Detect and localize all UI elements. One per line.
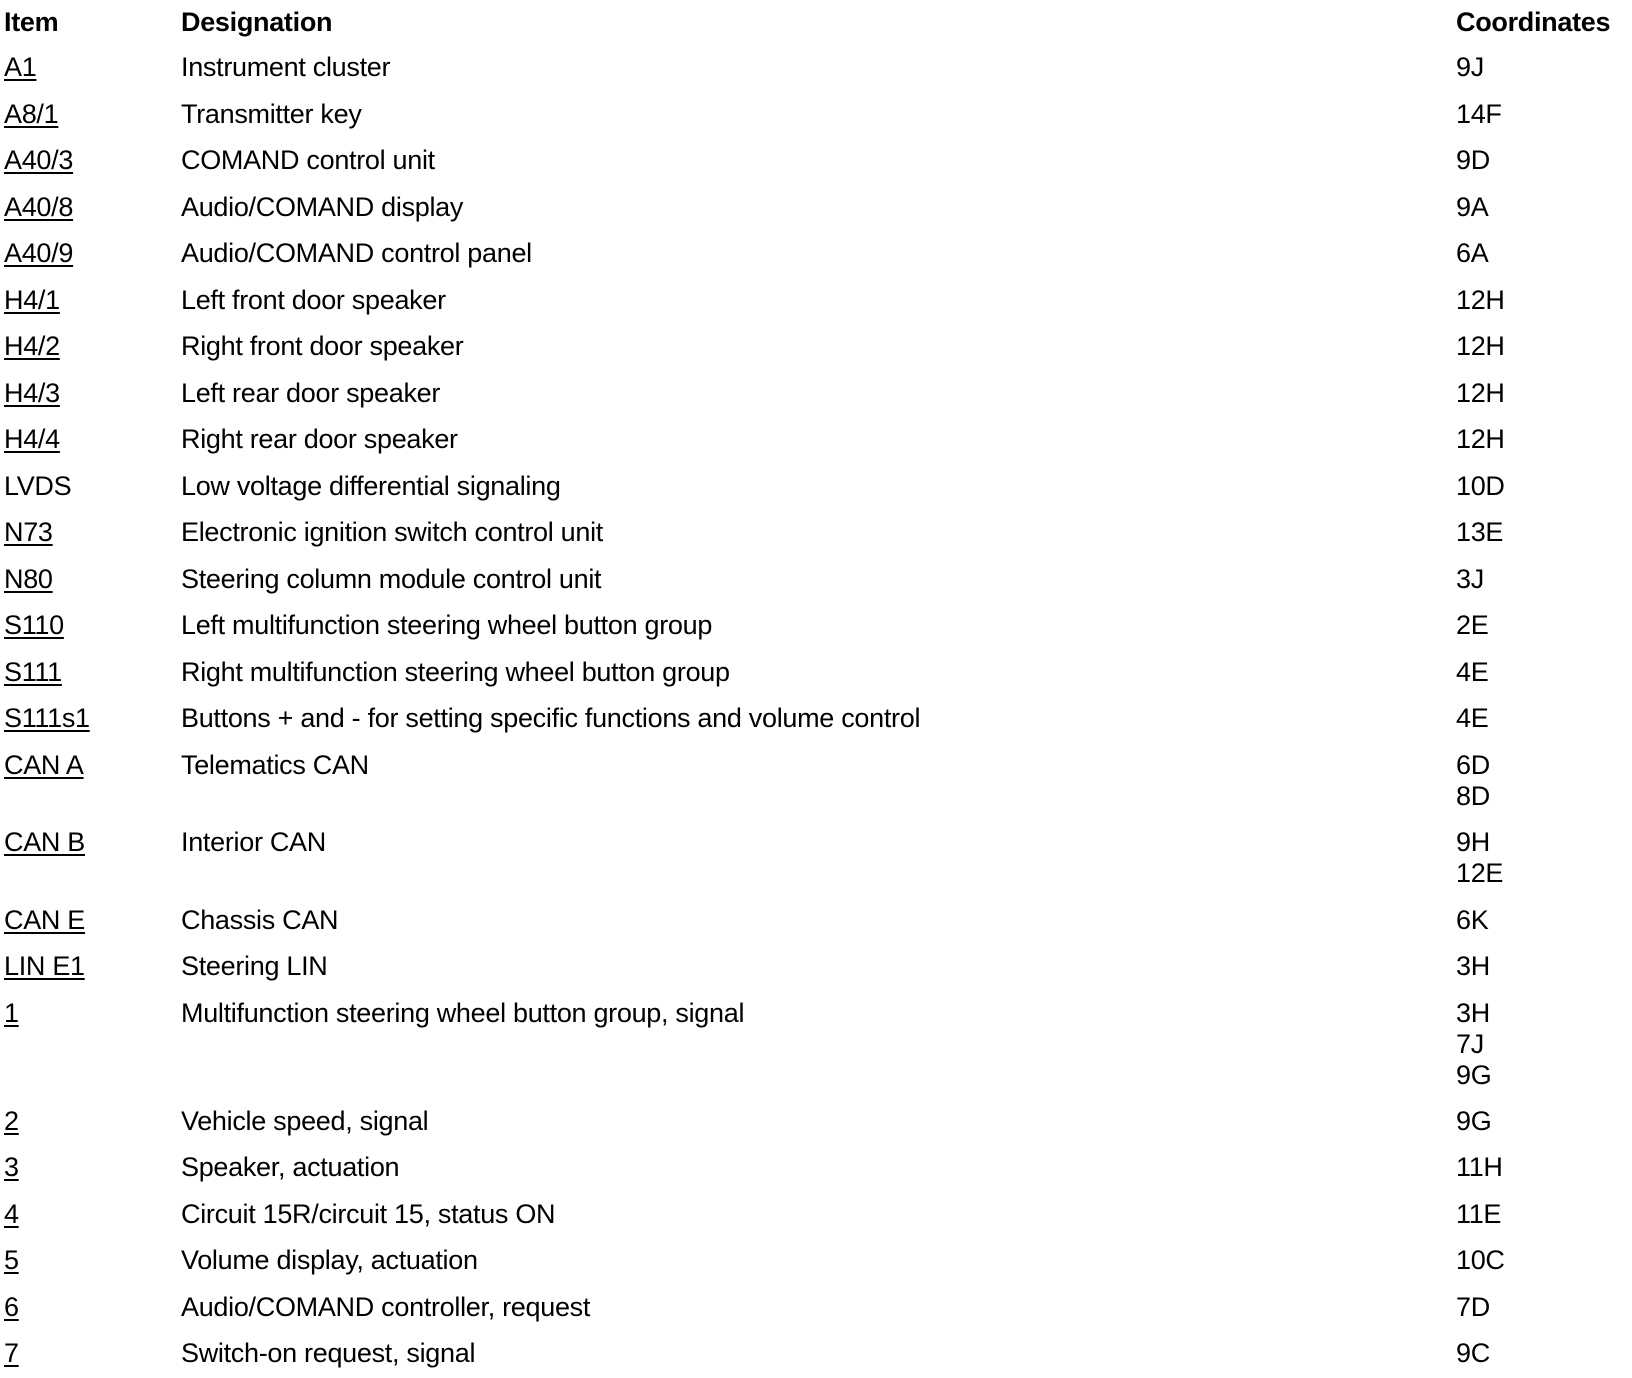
- coordinate-value: 6D: [1456, 749, 1490, 780]
- designation-text: Left rear door speaker: [181, 377, 441, 408]
- table-row: [0, 231, 1632, 278]
- column-header-designation: Designation: [181, 7, 333, 37]
- designation-text: COMAND control unit: [181, 145, 435, 175]
- designation-text: Right rear door speaker: [181, 424, 458, 454]
- designation-text: Electronic ignition switch control unit: [181, 517, 604, 547]
- designation-text: Telematics CAN: [181, 749, 369, 780]
- designation-text: Low voltage differential signaling: [181, 470, 561, 501]
- item-link[interactable]: H4/4: [4, 424, 60, 454]
- coordinates-cell: [1456, 657, 1488, 688]
- designation-text: Switch-on request, signal: [181, 1338, 476, 1368]
- coordinates-cell: [1456, 750, 1490, 812]
- coordinate-value: 9C: [1456, 1338, 1490, 1368]
- coordinate-value: 9D: [1456, 145, 1490, 175]
- item-link[interactable]: 1: [4, 997, 19, 1028]
- coordinates-cell: [1456, 998, 1491, 1091]
- coordinates-cell: [1456, 238, 1488, 269]
- item-link[interactable]: A40/3: [4, 145, 74, 175]
- table-row: [0, 820, 1632, 898]
- item-link[interactable]: S111: [4, 656, 62, 687]
- item-link[interactable]: A1: [4, 52, 37, 82]
- item-link[interactable]: S110: [4, 610, 64, 640]
- coordinates-cell: [1456, 1338, 1490, 1369]
- coordinate-value: 6K: [1456, 904, 1489, 935]
- item-link[interactable]: 7: [4, 1338, 19, 1368]
- table-header: [0, 0, 1632, 45]
- coordinates-cell: [1456, 52, 1484, 83]
- designation-text: Volume display, actuation: [181, 1245, 478, 1275]
- coordinate-value: 3H: [1456, 997, 1490, 1028]
- coordinates-cell: [1456, 1292, 1490, 1323]
- designation-text: Multifunction steering wheel button group, signal: [181, 997, 745, 1028]
- coordinates-cell: [1456, 905, 1488, 936]
- coordinates-cell: [1456, 1152, 1503, 1183]
- item-link[interactable]: 3: [4, 1152, 19, 1182]
- table-row: [0, 92, 1632, 139]
- coordinates-cell: [1456, 703, 1488, 734]
- coordinate-value: 8D: [1456, 780, 1490, 811]
- table-row: [0, 278, 1632, 325]
- item-link[interactable]: A8/1: [4, 98, 59, 129]
- item-link[interactable]: N73: [4, 517, 53, 547]
- item-link[interactable]: H4/3: [4, 377, 60, 408]
- item-link[interactable]: 6: [4, 1291, 19, 1322]
- column-header-coordinates: Coordinates: [1456, 7, 1611, 37]
- designation-text: Chassis CAN: [181, 904, 339, 935]
- coordinates-cell: [1456, 285, 1505, 316]
- table-row: [0, 1331, 1632, 1378]
- table-row: [0, 991, 1632, 1099]
- coordinate-value: 7D: [1456, 1291, 1490, 1322]
- coordinate-value: 9J: [1456, 52, 1484, 82]
- designation-text: Instrument cluster: [181, 52, 391, 82]
- designation-text: Speaker, actuation: [181, 1152, 400, 1182]
- designation-text: Left front door speaker: [181, 284, 446, 315]
- designation-text: Audio/COMAND control panel: [181, 238, 532, 268]
- designation-text: Steering LIN: [181, 951, 328, 981]
- coordinates-cell: [1456, 610, 1488, 641]
- coordinate-value: 10C: [1456, 1245, 1505, 1275]
- coordinate-value: 3J: [1456, 563, 1484, 594]
- table-row: [0, 371, 1632, 418]
- table-row: [0, 898, 1632, 945]
- coordinate-value: 12H: [1456, 331, 1505, 361]
- table-row: [0, 1099, 1632, 1146]
- coordinates-cell: [1456, 1245, 1505, 1276]
- coordinate-value: 12E: [1456, 858, 1504, 888]
- designation-text: Left multifunction steering wheel button group: [181, 610, 713, 640]
- coordinate-value: 4E: [1456, 656, 1489, 687]
- item-link[interactable]: 5: [4, 1245, 19, 1275]
- designation-text: Buttons + and - for setting specific functions and volume control: [181, 703, 921, 733]
- designation-text: Right front door speaker: [181, 331, 464, 361]
- table-row: [0, 603, 1632, 650]
- coordinate-value: 9G: [1456, 1059, 1492, 1090]
- table-row: [0, 944, 1632, 991]
- item-link[interactable]: H4/1: [4, 284, 60, 315]
- designation-text: Right multifunction steering wheel button group: [181, 656, 730, 687]
- designation-text: Vehicle speed, signal: [181, 1105, 429, 1136]
- table-row: [0, 417, 1632, 464]
- coordinate-value: 6A: [1456, 238, 1489, 268]
- table-row: [0, 1285, 1632, 1332]
- designation-text: Circuit 15R/circuit 15, status ON: [181, 1198, 556, 1229]
- coordinate-value: 11E: [1456, 1198, 1502, 1229]
- coordinate-value: 14F: [1456, 98, 1502, 129]
- item-link[interactable]: A40/8: [4, 191, 74, 222]
- designation-text: Interior CAN: [181, 827, 326, 857]
- table-body: [0, 45, 1632, 1378]
- column-header-item: Item: [4, 7, 59, 37]
- table-row: [0, 743, 1632, 821]
- coordinate-value: 9A: [1456, 191, 1489, 222]
- coordinate-value: 2E: [1456, 610, 1489, 640]
- table-row: [0, 696, 1632, 743]
- coordinates-cell: [1456, 192, 1488, 223]
- designation-text: Audio/COMAND display: [181, 191, 464, 222]
- coordinate-value: 11H: [1456, 1152, 1503, 1182]
- coordinates-cell: [1456, 331, 1505, 362]
- designation-text: Transmitter key: [181, 98, 362, 129]
- table-row: [0, 185, 1632, 232]
- table-row: [0, 650, 1632, 697]
- designation-text: Steering column module control unit: [181, 563, 602, 594]
- coordinate-value: 9G: [1456, 1105, 1492, 1136]
- table-row: [0, 464, 1632, 511]
- coordinates-cell: [1456, 1199, 1501, 1230]
- item-link[interactable]: 2: [4, 1105, 19, 1136]
- designation-text: Audio/COMAND controller, request: [181, 1291, 591, 1322]
- coordinates-cell: [1456, 424, 1505, 455]
- coordinate-value: 7J: [1456, 1028, 1484, 1059]
- table-row: [0, 45, 1632, 92]
- coordinates-cell: [1456, 1106, 1491, 1137]
- coordinates-cell: [1456, 564, 1484, 595]
- item-link[interactable]: LIN E1: [4, 951, 85, 981]
- coordinates-cell: [1456, 951, 1490, 982]
- coordinate-value: 9H: [1456, 827, 1490, 857]
- table-row: [0, 557, 1632, 604]
- coordinate-value: 3H: [1456, 951, 1490, 981]
- coordinates-cell: [1456, 145, 1490, 176]
- coordinates-cell: [1456, 99, 1502, 130]
- table-row: [0, 1145, 1632, 1192]
- table-row: [0, 1238, 1632, 1285]
- table-row: [0, 324, 1632, 371]
- coordinates-cell: [1456, 471, 1505, 502]
- coordinate-value: 10D: [1456, 470, 1505, 501]
- item-link[interactable]: H4/2: [4, 331, 60, 361]
- item-link[interactable]: S111s1: [4, 703, 90, 733]
- coordinate-value: 13E: [1456, 517, 1504, 547]
- coordinates-cell: [1456, 378, 1505, 409]
- item-link[interactable]: A40/9: [4, 238, 74, 268]
- coordinate-value: 12H: [1456, 284, 1505, 315]
- item-link[interactable]: CAN E: [4, 904, 86, 935]
- table-row: [0, 510, 1632, 557]
- coordinates-cell: [1456, 827, 1503, 889]
- coordinate-value: 4E: [1456, 703, 1489, 733]
- table-row: [0, 1192, 1632, 1239]
- table-row: [0, 138, 1632, 185]
- item-link[interactable]: N80: [4, 563, 53, 594]
- item-link[interactable]: CAN B: [4, 827, 86, 857]
- coordinate-value: 12H: [1456, 424, 1505, 454]
- item-link: LVDS: [4, 470, 72, 501]
- coordinates-cell: [1456, 517, 1503, 548]
- coordinate-value: 12H: [1456, 377, 1505, 408]
- item-link[interactable]: CAN A: [4, 749, 84, 780]
- item-link[interactable]: 4: [4, 1198, 19, 1229]
